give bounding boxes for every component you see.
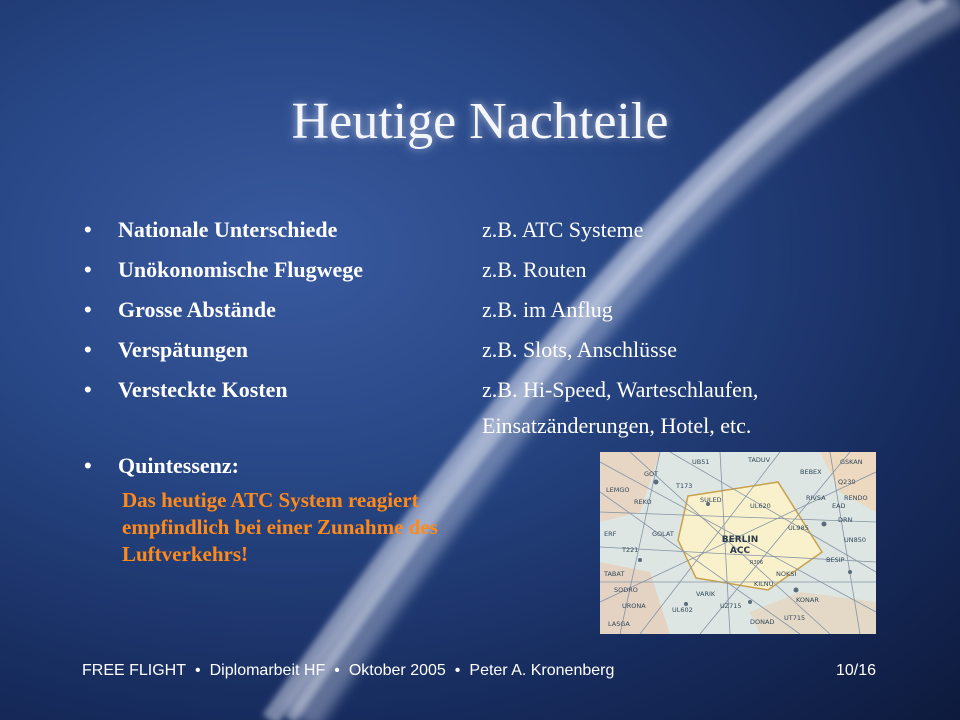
map-label: KONAR [796,596,819,604]
bullet-detail: z.B. Hi-Speed, Warteschlaufen, Einsatzänderungen, Hotel, etc. [482,377,759,438]
footer-separator: • [195,662,201,679]
footer [82,662,882,680]
map-label: T221 [622,546,639,554]
bullet-dot: • [84,257,92,282]
bullet-label: Unökonomische Flugwege [118,257,364,282]
bullet-dot: • [84,377,92,402]
bullet-detail: z.B. ATC Systeme [482,217,644,242]
bullet-dot: • [84,453,92,478]
map-label: R306 [750,560,764,566]
map-label: VARIK [696,590,716,598]
bullet-item [84,292,924,332]
quintessence-note: Das heutige ATC System reagiert empfindlich bei einer Zunahme des Luftverkehrs! [122,488,438,566]
map-label: TABAT [604,570,625,578]
map-label: NOKSI [776,570,797,578]
map-label: EAD [832,502,846,510]
map-label: SULED [700,496,722,504]
map-label: DRN [838,516,853,524]
slide-title: Heutige Nachteile [291,93,669,150]
map-label: T173 [676,482,693,490]
bullet-label: Versteckte Kosten [118,377,288,402]
map-center-label: BERLIN [721,535,759,545]
map-label: TADUV [748,456,771,464]
footer-item: Diplomarbeit HF [209,662,326,679]
map-label: UZ715 [720,602,742,610]
airspace-map-graphic [600,452,876,634]
map-label: RENDO [844,494,868,502]
map-label: SODRO [614,586,638,594]
bullet-item [84,332,924,372]
bullet-dot: • [84,337,92,362]
map-label: ERF [604,530,617,538]
bullet-detail: z.B. im Anflug [482,297,613,322]
map-label: GSKAN [840,458,863,466]
footer-separator: • [334,662,340,679]
map-label: RIVSA [806,494,826,502]
page-number: 10/16 [835,662,876,679]
footer-item: Oktober 2005 [348,662,446,679]
map-label: LEMGO [606,486,630,494]
map-label: LASGA [608,620,630,628]
map-label: DONAD [750,618,775,626]
map-label: GOLAT [652,530,674,538]
map-label: Q230 [838,478,856,486]
map-label: UT715 [784,614,806,622]
airspace-map [600,452,876,634]
map-label: BEBEX [800,468,822,476]
map-label: URONA [622,602,646,610]
map-label: REKO [634,498,652,506]
bullet-list [84,212,924,488]
map-label: UL602 [672,606,693,614]
bullet-dot: • [84,297,92,322]
bullet-label: Verspätungen [118,337,248,362]
footer-item: FREE FLIGHT [82,662,187,679]
map-label: GOT [644,470,659,478]
bullet-item [84,252,924,292]
map-label: KILNU [754,580,774,588]
bullet-label: Grosse Abstände [118,297,276,322]
bullet-item [84,212,924,252]
map-center-label: ACC [729,546,751,556]
footer-separator: • [454,662,461,679]
footer-item: Peter A. Kronenberg [469,662,615,679]
bullet-label: Nationale Unterschiede [118,217,338,242]
bullet-item [84,372,924,448]
bullet-label: Quintessenz: [118,453,239,478]
map-label: BESIP [826,556,845,564]
map-label: UB51 [692,458,710,466]
bullet-detail: z.B. Slots, Anschlüsse [482,337,677,362]
map-label: UN850 [844,536,867,544]
map-label: UL620 [750,502,771,510]
bullet-detail: z.B. Routen [482,257,587,282]
map-label: UL985 [788,524,809,532]
bullet-dot: • [84,217,92,242]
